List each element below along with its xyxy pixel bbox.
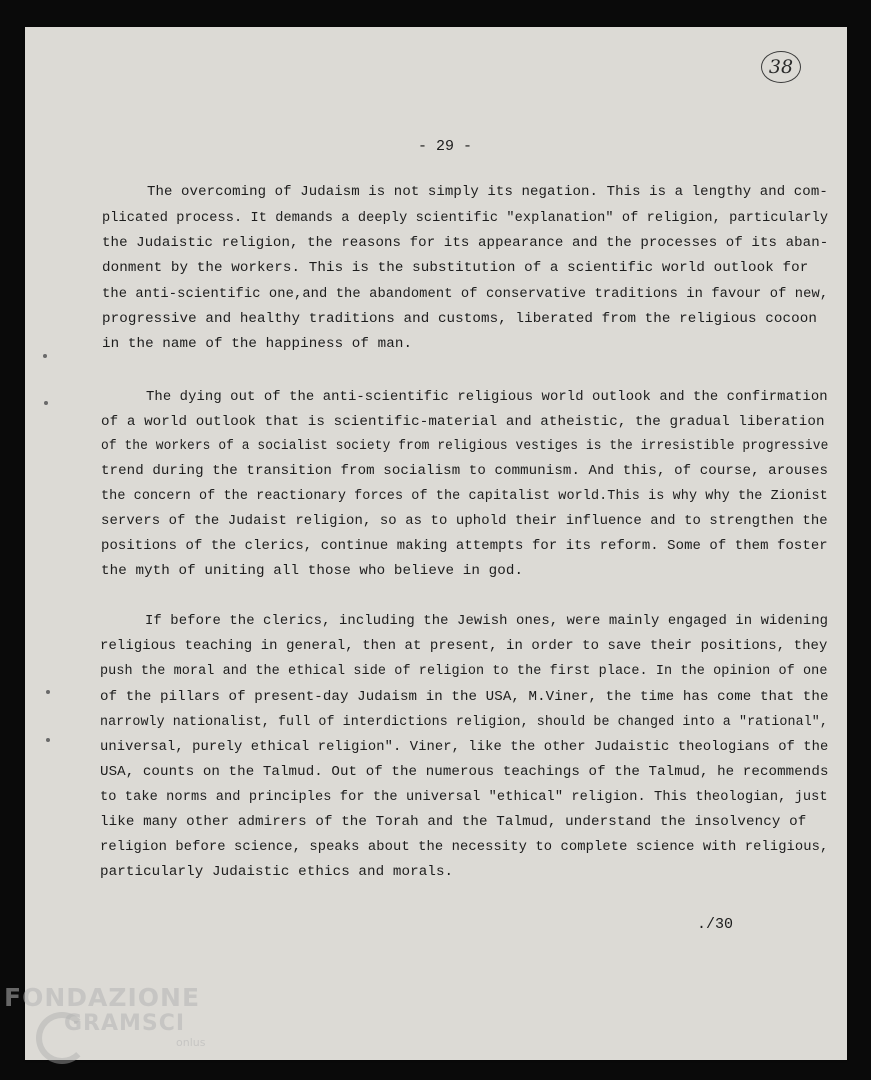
watermark-line-3: onlus (176, 1036, 206, 1049)
text-line: of the workers of a socialist society from religious vestiges is the irresistible progressive (101, 438, 829, 454)
text-line: If before the clerics, including the Jewish ones, were mainly engaged in widening (145, 613, 829, 629)
archive-page-number (761, 51, 801, 83)
text-line: donment by the workers. This is the substitution of a scientific world outlook for (102, 260, 809, 276)
archive-number-text: 38 (768, 56, 794, 78)
text-line: like many other admirers of the Torah and the Talmud, understand the insolvency of (100, 814, 807, 830)
text-line: the anti-scientific one,and the abandoment of conservative traditions in favour of new, (102, 286, 829, 302)
text-line: plicated process. It demands a deeply scientific "explanation" of religion, particularly (102, 210, 829, 226)
text-line: progressive and healthy traditions and customs, liberated from the religious cocoon (102, 311, 817, 327)
text-line: The dying out of the anti-scientific religious world outlook and the confirmation (146, 389, 828, 405)
text-line: USA, counts on the Talmud. Out of the numerous teachings of the Talmud, he recommends (100, 764, 829, 780)
text-line: narrowly nationalist, full of interdictions religion, should be changed into a "rational", (100, 714, 828, 730)
watermark-line-2: GRAMSCI (64, 1011, 186, 1036)
binding-mark (46, 738, 50, 742)
watermark-line-1: FONDAZIONE (4, 983, 201, 1012)
binding-mark (44, 401, 48, 405)
text-line: religion before science, speaks about the necessity to complete science with religious, (100, 839, 829, 855)
binding-mark (43, 354, 47, 358)
text-line: in the name of the happiness of man. (102, 336, 413, 352)
continuation-marker: ./30 (697, 916, 734, 933)
text-line: positions of the clerics, continue making attempts for its reform. Some of them foster (101, 538, 828, 554)
text-line: push the moral and the ethical side of religion to the first place. In the opinion of one (100, 663, 828, 679)
text-line: universal, purely ethical religion". Viner, like the other Judaistic theologians of the (100, 739, 829, 755)
text-line: The overcoming of Judaism is not simply its negation. This is a lengthy and com- (147, 184, 828, 200)
text-line: trend during the transition from socialism to communism. And this, of course, arouses (101, 463, 829, 479)
text-line: particularly Judaistic ethics and morals. (100, 864, 454, 880)
text-line: the Judaistic religion, the reasons for its appearance and the processes of its aban- (102, 235, 829, 251)
binding-mark (46, 690, 50, 694)
text-line: religious teaching in general, then at present, in order to save their positions, they (100, 638, 828, 654)
text-line: the myth of uniting all those who believe in god. (101, 563, 524, 579)
archive-watermark (4, 985, 205, 1048)
text-line: to take norms and principles for the universal "ethical" religion. This theologian, just (100, 789, 828, 805)
text-line: of a world outlook that is scientific-material and atheistic, the gradual liberation (101, 414, 825, 430)
text-line: of the pillars of present-day Judaism in the USA, M.Viner, the time has come that the (100, 689, 829, 705)
text-line: servers of the Judaist religion, so as to uphold their influence and to strengthen the (101, 513, 828, 529)
page-number: - 29 - (417, 138, 472, 155)
text-line: the concern of the reactionary forces of the capitalist world.This is why why the Zionist (101, 488, 828, 504)
